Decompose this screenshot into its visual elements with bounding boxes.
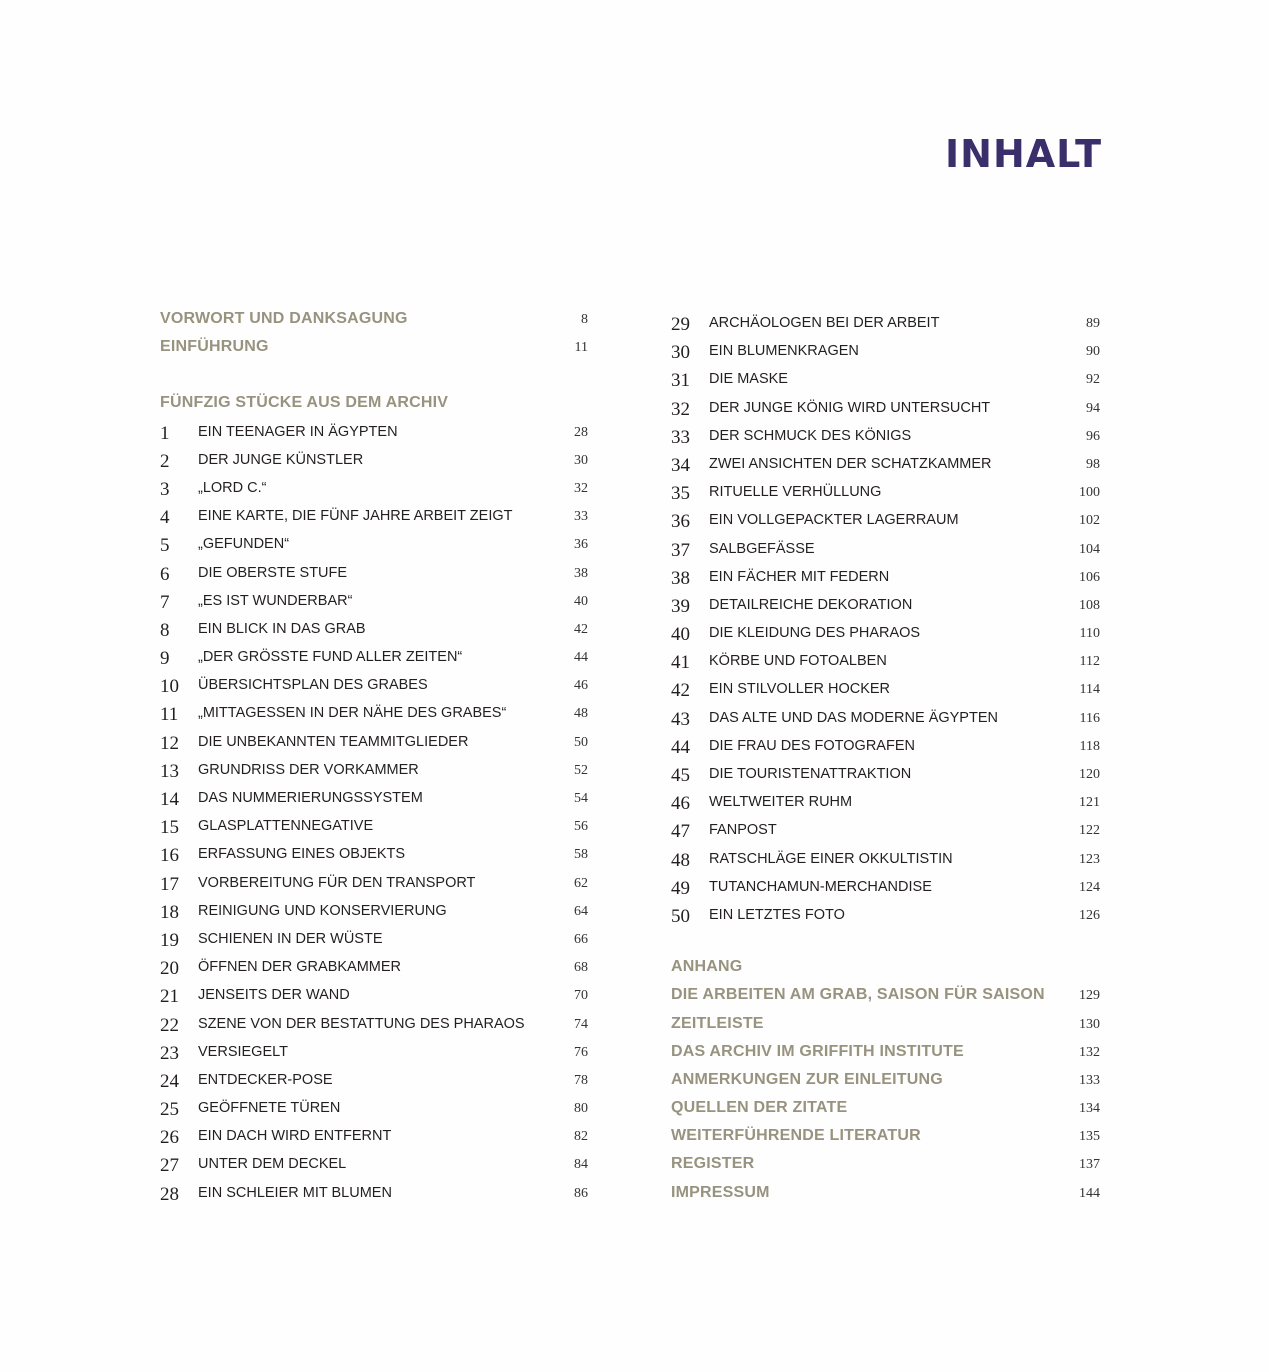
entry-number: 22 <box>160 1014 179 1036</box>
toc-row[interactable] <box>160 1150 588 1178</box>
toc-row[interactable] <box>671 845 1100 873</box>
toc-section-row[interactable] <box>671 1179 1100 1207</box>
toc-row[interactable] <box>671 619 1100 647</box>
toc-row[interactable] <box>671 873 1100 901</box>
entry-number: 4 <box>160 507 170 529</box>
entry-number: 1 <box>160 422 170 444</box>
entry-title: DAS ALTE UND DAS MODERNE ÄGYPTEN <box>709 709 998 726</box>
toc-row[interactable] <box>160 953 588 981</box>
toc-row[interactable] <box>671 816 1100 844</box>
toc-section-row[interactable] <box>671 1066 1100 1094</box>
page-number: 118 <box>1079 738 1100 754</box>
page-number: 46 <box>574 678 588 694</box>
entry-number: 36 <box>671 511 690 533</box>
page-number: 64 <box>574 903 588 919</box>
page-number: 62 <box>574 875 588 891</box>
toc-row[interactable] <box>160 474 588 502</box>
page-number: 54 <box>574 791 588 806</box>
entry-title: SCHIENEN IN DER WÜSTE <box>198 930 383 947</box>
entry-number: 33 <box>671 426 690 448</box>
page-number: 36 <box>574 537 588 553</box>
entry-number: 11 <box>160 704 179 726</box>
page-number: 114 <box>1079 682 1100 698</box>
page-number: 134 <box>1079 1101 1100 1117</box>
toc-left-column <box>160 305 588 1207</box>
toc-row[interactable] <box>671 647 1100 675</box>
page-number: 94 <box>1086 400 1100 416</box>
toc-row[interactable] <box>671 704 1100 732</box>
entry-title: DIE KLEIDUNG DES PHARAOS <box>709 625 921 642</box>
toc-row[interactable] <box>671 760 1100 788</box>
entry-title: DAS NUMMERIERUNGSSYSTEM <box>198 790 423 806</box>
toc-section-row[interactable] <box>671 1122 1100 1150</box>
entry-title: UNTER DEM DECKEL <box>198 1156 347 1173</box>
entry-number: 29 <box>671 314 690 335</box>
toc-row[interactable] <box>160 502 588 530</box>
entry-number: 2 <box>160 450 170 472</box>
entry-title: JENSEITS DER WAND <box>198 987 350 1004</box>
entry-number: 35 <box>671 483 690 505</box>
toc-row[interactable] <box>160 615 588 643</box>
entry-title: ZWEI ANSICHTEN DER SCHATZKAMMER <box>709 455 992 472</box>
page-number: 84 <box>574 1157 588 1173</box>
entry-title: „MITTAGESSEN IN DER NÄHE DES GRABES“ <box>198 705 507 722</box>
page-number: 32 <box>574 480 588 496</box>
page-number: 80 <box>574 1101 588 1117</box>
page-number: 56 <box>574 819 588 835</box>
page-number: 8 <box>581 312 588 327</box>
entry-title: VERSIEGELT <box>198 1043 288 1060</box>
toc-row[interactable] <box>160 897 588 925</box>
toc-right-column <box>671 309 1100 1207</box>
entry-title: TUTANCHAMUN-MERCHANDISE <box>709 878 932 895</box>
entry-title: DIE OBERSTE STUFE <box>198 564 348 581</box>
entry-title: GLASPLATTENNEGATIVE <box>198 818 374 835</box>
entry-title: EIN BLICK IN DAS GRAB <box>198 620 366 637</box>
page-number: 106 <box>1079 569 1100 585</box>
entry-title: GEÖFFNETE TÜREN <box>198 1100 341 1117</box>
section-heading <box>160 389 588 417</box>
entry-number: 39 <box>671 595 690 617</box>
toc-row[interactable] <box>671 506 1100 534</box>
page-number: 116 <box>1079 710 1100 726</box>
toc-section-row[interactable] <box>671 1038 1100 1066</box>
page-number: 92 <box>1086 372 1100 388</box>
entry-title: DAS ARCHIV IM GRIFFITH INSTITUTE <box>671 1042 964 1060</box>
page-number: 132 <box>1079 1044 1100 1060</box>
page-number: 124 <box>1079 879 1100 895</box>
page-number: 108 <box>1079 597 1100 613</box>
toc-row[interactable] <box>671 563 1100 591</box>
entry-number: 26 <box>160 1127 179 1149</box>
page-number: 120 <box>1079 767 1100 782</box>
entry-title: RITUELLE VERHÜLLUNG <box>709 484 882 501</box>
entry-title: ENTDECKER-POSE <box>198 1071 333 1088</box>
entry-title: EIN STILVOLLER HOCKER <box>709 681 891 698</box>
toc-row[interactable] <box>160 643 588 671</box>
page-number: 129 <box>1079 988 1100 1004</box>
entry-number: 7 <box>160 591 170 613</box>
toc-row[interactable] <box>160 840 588 868</box>
toc-row[interactable] <box>160 559 588 587</box>
toc-section-row[interactable] <box>671 1010 1100 1038</box>
entry-number: 13 <box>160 760 179 782</box>
toc-section-row[interactable] <box>671 1094 1100 1122</box>
entry-title: DIE TOURISTENATTRAKTION <box>709 766 912 782</box>
page-number: 130 <box>1079 1016 1100 1032</box>
entry-title: DIE UNBEKANNTEN TEAMMITGLIEDER <box>198 733 469 750</box>
entry-number: 45 <box>671 765 690 786</box>
page-number: 30 <box>574 452 588 468</box>
toc-row[interactable] <box>160 1122 588 1150</box>
page-number: 112 <box>1079 654 1100 670</box>
toc-section-row[interactable] <box>671 1150 1100 1178</box>
page-number: 144 <box>1079 1185 1100 1201</box>
toc-row[interactable] <box>671 309 1100 337</box>
entry-number: 28 <box>160 1183 179 1205</box>
page-number: 100 <box>1079 485 1100 501</box>
entry-number: 42 <box>671 680 690 702</box>
entry-title: „ES IST WUNDERBAR“ <box>198 592 353 609</box>
toc-section-row[interactable] <box>160 305 588 333</box>
page-number: 38 <box>574 565 588 581</box>
toc-row[interactable] <box>671 901 1100 929</box>
entry-title: DETAILREICHE DEKORATION <box>709 596 913 613</box>
entry-number: 30 <box>671 342 690 364</box>
toc-row[interactable] <box>160 1094 588 1122</box>
page-number: 70 <box>574 988 588 1004</box>
entry-title: VORBEREITUNG FÜR DEN TRANSPORT <box>198 874 476 891</box>
toc-row[interactable] <box>160 925 588 953</box>
entry-title: FANPOST <box>709 822 777 839</box>
toc-row[interactable] <box>160 587 588 615</box>
toc-section-row[interactable] <box>671 981 1100 1009</box>
entry-number: 3 <box>160 478 170 500</box>
entry-number: 43 <box>671 708 690 730</box>
entry-title: „DER GRÖSSTE FUND ALLER ZEITEN“ <box>198 649 463 666</box>
toc-row[interactable] <box>160 728 588 756</box>
page-number: 48 <box>574 706 588 722</box>
toc-row[interactable] <box>160 699 588 727</box>
spacer <box>160 361 588 389</box>
toc-row[interactable] <box>671 478 1100 506</box>
page-number: 40 <box>574 593 588 609</box>
toc-row[interactable] <box>671 337 1100 365</box>
entry-number: 49 <box>671 877 690 899</box>
entry-title: DER SCHMUCK DES KÖNIGS <box>709 427 912 444</box>
toc-row[interactable] <box>671 394 1100 422</box>
page-number: 98 <box>1086 456 1100 472</box>
page-number: 90 <box>1086 344 1100 360</box>
page-number: 135 <box>1079 1129 1100 1145</box>
page-number: 78 <box>574 1072 588 1088</box>
entry-number: 37 <box>671 539 690 561</box>
toc-row[interactable] <box>160 981 588 1009</box>
entry-number: 24 <box>160 1070 179 1092</box>
entry-title: EIN LETZTES FOTO <box>709 906 845 923</box>
entry-number: 41 <box>671 652 690 674</box>
entry-number: 15 <box>160 817 179 839</box>
page-number: 96 <box>1086 428 1100 444</box>
entry-title: EINE KARTE, DIE FÜNF JAHRE ARBEIT ZEIGT <box>198 508 513 525</box>
page-number: 11 <box>574 340 588 356</box>
page-number: 89 <box>1086 316 1100 331</box>
entry-number: 50 <box>671 905 690 927</box>
entry-title: GRUNDRISS DER VORKAMMER <box>198 761 419 778</box>
toc-row[interactable] <box>671 675 1100 703</box>
page-number: 122 <box>1079 823 1100 839</box>
section-heading-label: FÜNFZIG STÜCKE AUS DEM ARCHIV <box>160 394 449 412</box>
entry-number: 27 <box>160 1155 179 1177</box>
page-number: 66 <box>574 931 588 947</box>
entry-number: 5 <box>160 535 170 557</box>
page-number: 126 <box>1079 907 1100 923</box>
entry-number: 20 <box>160 958 179 980</box>
entry-number: 6 <box>160 563 170 585</box>
entry-number: 44 <box>671 736 690 758</box>
toc-row[interactable] <box>160 446 588 474</box>
entry-title: DER JUNGE KÜNSTLER <box>198 451 364 468</box>
entry-number: 40 <box>671 624 690 646</box>
page-number: 58 <box>574 847 588 863</box>
section-heading-label: ANHANG <box>671 958 743 976</box>
toc-row[interactable] <box>160 812 588 840</box>
entry-title: ARCHÄOLOGEN BEI DER ARBEIT <box>709 315 940 331</box>
entry-title: WEITERFÜHRENDE LITERATUR <box>671 1127 921 1145</box>
page-number: 110 <box>1079 626 1100 642</box>
entry-title: REINIGUNG UND KONSERVIERUNG <box>198 902 447 919</box>
entry-title: RATSCHLÄGE EINER OKKULTISTIN <box>709 850 953 867</box>
entry-number: 17 <box>160 873 179 895</box>
entry-number: 8 <box>160 619 170 641</box>
toc-row[interactable] <box>160 671 588 699</box>
toc-row[interactable] <box>160 530 588 558</box>
toc-row[interactable] <box>671 365 1100 393</box>
page-number: 76 <box>574 1044 588 1060</box>
spacer <box>671 929 1100 953</box>
page-number: 42 <box>574 621 588 637</box>
entry-number: 48 <box>671 849 690 871</box>
page-number: 68 <box>574 960 588 976</box>
entry-title: DIE MASKE <box>709 371 788 388</box>
page-number: 137 <box>1079 1157 1100 1173</box>
entry-title: SZENE VON DER BESTATTUNG DES PHARAOS <box>198 1015 525 1032</box>
entry-title: DIE ARBEITEN AM GRAB, SAISON FÜR SAISON <box>671 986 1045 1004</box>
entry-number: 9 <box>160 648 170 670</box>
entry-number: 18 <box>160 901 179 923</box>
entry-title: REGISTER <box>671 1155 755 1173</box>
toc-row[interactable] <box>671 732 1100 760</box>
page-number: 86 <box>574 1185 588 1201</box>
entry-title: WELTWEITER RUHM <box>709 794 853 811</box>
entry-title: „LORD C.“ <box>198 479 267 496</box>
page-number: 121 <box>1079 795 1100 811</box>
entry-number: 38 <box>671 567 690 589</box>
entry-title: KÖRBE UND FOTOALBEN <box>709 653 887 670</box>
page-number: 50 <box>574 734 588 750</box>
toc-row[interactable] <box>160 784 588 812</box>
page-number: 44 <box>574 650 588 666</box>
page-title: INHALT <box>945 132 1102 176</box>
entry-number: 14 <box>160 789 179 810</box>
entry-number: 19 <box>160 929 179 951</box>
entry-number: 12 <box>160 732 179 754</box>
page-number: 102 <box>1079 513 1100 529</box>
section-heading <box>671 953 1100 981</box>
entry-title: ZEITLEISTE <box>671 1014 764 1032</box>
toc-row[interactable] <box>160 1179 588 1207</box>
entry-title: EIN BLUMENKRAGEN <box>709 343 859 360</box>
toc-row[interactable] <box>671 535 1100 563</box>
entry-title: EIN TEENAGER IN ÄGYPTEN <box>198 423 398 440</box>
toc-row[interactable] <box>160 418 588 446</box>
entry-title: ANMERKUNGEN ZUR EINLEITUNG <box>671 1070 943 1088</box>
entry-number: 10 <box>160 676 179 698</box>
entry-title: DER JUNGE KÖNIG WIRD UNTERSUCHT <box>709 399 991 416</box>
entry-title: ERFASSUNG EINES OBJEKTS <box>198 846 406 863</box>
toc-row[interactable] <box>671 450 1100 478</box>
toc-row[interactable] <box>671 591 1100 619</box>
page-number: 52 <box>574 762 588 778</box>
toc-row[interactable] <box>160 1010 588 1038</box>
entry-title: ÜBERSICHTSPLAN DES GRABES <box>198 677 428 694</box>
entry-title: EINFÜHRUNG <box>160 338 269 356</box>
page-number: 133 <box>1079 1072 1100 1088</box>
page-number: 123 <box>1079 851 1100 867</box>
toc-row[interactable] <box>671 788 1100 816</box>
page-number: 28 <box>574 424 588 440</box>
entry-number: 32 <box>671 398 690 420</box>
toc-row[interactable] <box>160 1038 588 1066</box>
entry-title: „GEFUNDEN“ <box>198 536 290 553</box>
entry-title: EIN FÄCHER MIT FEDERN <box>709 568 890 585</box>
entry-title: EIN VOLLGEPACKTER LAGERRAUM <box>709 512 959 529</box>
page-number: 33 <box>574 509 588 525</box>
page-number: 74 <box>574 1016 588 1032</box>
toc-row[interactable] <box>160 756 588 784</box>
page-number: 104 <box>1079 541 1100 557</box>
entry-title: IMPRESSUM <box>671 1183 770 1201</box>
entry-number: 34 <box>671 454 690 476</box>
entry-number: 46 <box>671 793 690 815</box>
page-number: 82 <box>574 1129 588 1145</box>
entry-title: EIN DACH WIRD ENTFERNT <box>198 1128 392 1145</box>
toc-row[interactable] <box>671 422 1100 450</box>
toc-row[interactable] <box>160 869 588 897</box>
toc-section-row[interactable] <box>160 333 588 361</box>
entry-title: VORWORT UND DANKSAGUNG <box>160 310 408 327</box>
entry-number: 25 <box>160 1099 179 1121</box>
entry-number: 21 <box>160 986 179 1008</box>
entry-number: 47 <box>671 821 690 843</box>
entry-number: 16 <box>160 845 179 867</box>
entry-number: 31 <box>671 370 690 392</box>
entry-title: DIE FRAU DES FOTOGRAFEN <box>709 737 915 754</box>
entry-title: EIN SCHLEIER MIT BLUMEN <box>198 1184 392 1201</box>
entry-title: SALBGEFÄSSE <box>709 540 815 557</box>
toc-row[interactable] <box>160 1066 588 1094</box>
entry-title: ÖFFNEN DER GRABKAMMER <box>198 959 402 976</box>
entry-title: QUELLEN DER ZITATE <box>671 1099 848 1117</box>
entry-number: 23 <box>160 1042 179 1064</box>
